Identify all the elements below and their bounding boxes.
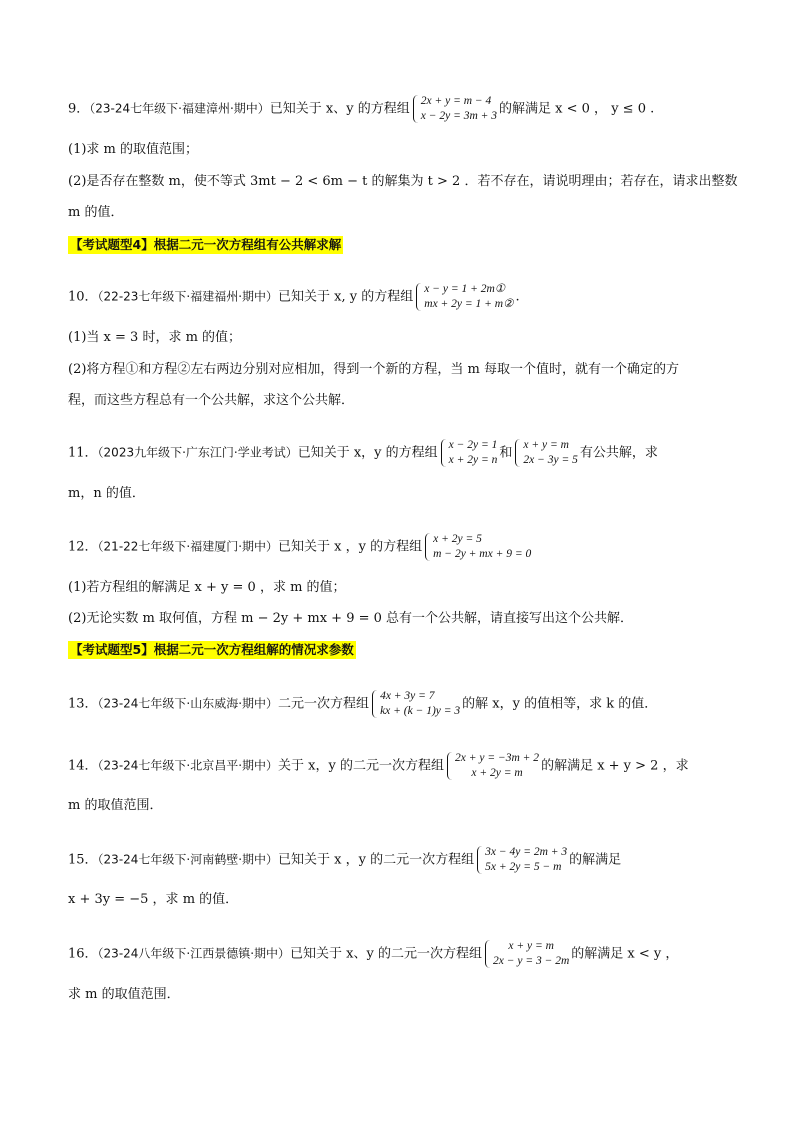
- question-text: 已知关于 x ，y 的方程组: [278, 539, 423, 555]
- question-source: （23-24七年级下·河南鹤壁·期中）: [97, 852, 279, 867]
- question-12-part-2: (2)无论实数 m 取何值，方程 m − 2y + mx + 9 = 0 总有一个公共解，请直接写出这个公共解．: [68, 611, 634, 626]
- question-source: （22-23七年级下·福建福州·期中）: [97, 289, 279, 304]
- equation-system-1: x − 2y = 1 x + 2y = n: [440, 438, 498, 468]
- question-14-cont: m 的取值范围．: [68, 798, 163, 813]
- question-text: 的解满足: [569, 852, 622, 868]
- question-number: 14．: [68, 758, 98, 774]
- equation-system: x + y = m 2x − y = 3 − 2m: [484, 939, 569, 969]
- question-text: 已知关于 x，y 的方程组: [297, 445, 438, 461]
- section-header-type-4: 【考试题型4】根据二元一次方程组有公共解求解: [70, 237, 342, 252]
- question-text: 已知关于 x、y 的方程组: [269, 101, 410, 117]
- question-text: 已知关于 x, y 的方程组: [278, 289, 414, 305]
- question-source: （23-24八年级下·江西景德镇·期中）: [97, 946, 291, 961]
- question-11: [68, 438, 658, 468]
- question-text: 有公共解，求: [579, 445, 658, 461]
- question-source: （23-24七年级下·北京昌平·期中）: [97, 758, 279, 773]
- question-13: [68, 689, 657, 719]
- question-number: 15．: [68, 852, 98, 868]
- question-10: [68, 282, 520, 312]
- question-text: .: [515, 289, 520, 305]
- question-source: （21-22七年级下·福建厦门·期中）: [97, 539, 279, 554]
- question-12: [68, 532, 533, 562]
- section-header-type-5: 【考试题型5】根据二元一次方程组解的情况求参数: [70, 642, 354, 657]
- equation-system: 3x − 4y = 2m + 3 5x + 2y = 5 − m: [476, 845, 567, 875]
- question-11-cont: m，n 的值．: [68, 486, 145, 501]
- question-10-part-2-cont: 程，而这些方程总有一个公共解，求这个公共解．: [68, 393, 355, 408]
- equation-system-2: x + y = m 2x − 3y = 5: [514, 438, 577, 468]
- question-16: [68, 939, 678, 969]
- question-9-part-2-cont: m 的值．: [68, 205, 124, 220]
- question-text: 已知关于 x、y 的二元一次方程组: [290, 946, 482, 962]
- question-source: （2023九年级下·广东江门·学业考试）: [97, 445, 298, 460]
- question-text: 的解满足 x < y ，: [571, 946, 679, 962]
- question-text: 和: [499, 445, 513, 461]
- question-12-part-1: (1)若方程组的解满足 x + y = 0 ，求 m 的值；: [68, 580, 346, 595]
- question-source: （23-24七年级下·福建漳州·期中）: [89, 101, 270, 116]
- question-text: 的解 x，y 的值相等，求 k 的值．: [462, 696, 658, 712]
- question-16-cont: 求 m 的取值范围．: [68, 987, 180, 1002]
- question-text: 关于 x，y 的二元一次方程组: [278, 758, 444, 774]
- question-14: [68, 751, 689, 781]
- equation-system: 2x + y = −3m + 2 x + 2y = m: [446, 751, 539, 781]
- question-9-part-1: (1)求 m 的取值范围；: [68, 142, 199, 157]
- question-text: 的解满足 x + y > 2 ，求: [541, 758, 689, 774]
- question-number: 9．: [68, 101, 90, 117]
- equation-system: x − y = 1 + 2m① mx + 2y = 1 + m②: [415, 282, 513, 312]
- question-text: 的解满足 x < 0 ， y ≤ 0 .: [499, 101, 655, 117]
- question-text: 已知关于 x ，y 的二元一次方程组: [278, 852, 475, 868]
- question-number: 16．: [68, 946, 98, 962]
- question-10-part-2: (2)将方程①和方程②左右两边分别对应相加，得到一个新的方程，当 m 每取一个值时，就有一个确定的方: [68, 362, 680, 377]
- question-9-part-2: (2)是否存在整数 m，使不等式 3mt − 2 < 6m − t 的解集为 t > 2 ．若不存在，请说明理由；若存在，请求出整数: [68, 174, 738, 189]
- question-text: 二元一次方程组: [278, 696, 370, 712]
- question-number: 12．: [68, 539, 98, 555]
- equation-system: 4x + 3y = 7 kx + (k − 1)y = 3: [371, 689, 460, 719]
- question-number: 10．: [68, 289, 98, 305]
- question-9: [68, 94, 654, 124]
- question-number: 13．: [68, 696, 98, 712]
- question-15-cont: x + 3y = −5 ，求 m 的值．: [68, 892, 239, 907]
- equation-system: x + 2y = 5 m − 2y + mx + 9 = 0: [424, 532, 531, 562]
- question-15: [68, 845, 621, 875]
- equation-system: 2x + y = m − 4 x − 2y = 3m + 3: [412, 94, 497, 124]
- question-source: （23-24七年级下·山东威海·期中）: [97, 696, 279, 711]
- question-10-part-1: (1)当 x = 3 时，求 m 的值；: [68, 330, 242, 345]
- question-number: 11．: [68, 445, 98, 461]
